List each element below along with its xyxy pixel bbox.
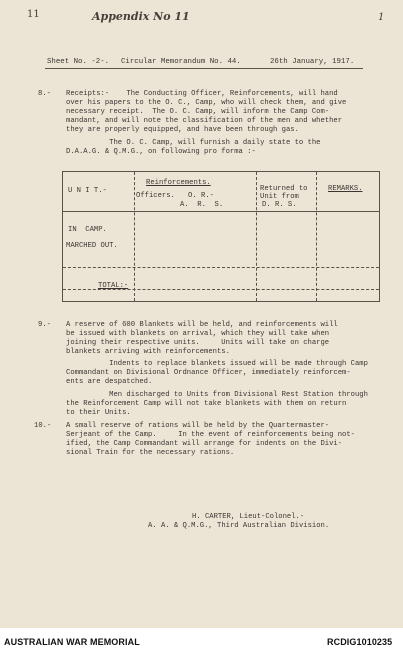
footer-id: RCDIG1010235: [327, 637, 393, 647]
p10-line: sional Train for the necessary rations.: [66, 449, 235, 457]
p9-line: blankets arriving with reinforcements.: [66, 348, 230, 356]
col-returned: Returned to: [260, 185, 308, 193]
table-header-divider: [62, 211, 380, 212]
corner-mark: 1: [378, 12, 385, 23]
row-total: TOTAL:-: [98, 282, 129, 290]
col-unit: U N I T.-: [68, 187, 107, 195]
p9-line: be issued with blankets on arrival, which they will take when: [66, 330, 330, 338]
row-marched-out: MARCHED OUT.: [66, 242, 118, 250]
p9c-line: Men discharged to Units from Divisional Rest Station through: [66, 391, 368, 399]
table-row-divider: [63, 267, 379, 268]
p9b-line: Commandant on Divisional Ordnance Officer, immediately reinforcem-: [66, 369, 351, 377]
appendix-label: Appendix No 11: [92, 10, 190, 23]
row-in-camp: IN CAMP.: [68, 226, 107, 234]
table-col-divider: [134, 172, 135, 301]
paragraph-8-number: 8.-: [38, 90, 51, 98]
p8-line: mandant, and will note the classification of the men and whether: [66, 117, 343, 125]
p9c-line: the Reinforcement Camp will not take blankets with them on return: [66, 400, 347, 408]
p9c-line: to their Units.: [66, 409, 131, 417]
table-left-border: [62, 171, 63, 302]
table-col-divider: [316, 172, 317, 301]
table-right-border: [379, 171, 380, 302]
p10-line: Serjeant of the Camp. In the event of reinforcements being not-: [66, 431, 355, 439]
p9b-line: ents are despatched.: [66, 378, 153, 386]
p10-line: ified, the Camp Commandant will arrange for indents on the Divi-: [66, 440, 343, 448]
col-officers: Officers.: [136, 192, 175, 200]
p9b-line: Indents to replace blankets issued will be made through Camp: [66, 360, 368, 368]
header-circular: Circular Memorandum No. 44.: [121, 58, 241, 66]
p8-line: they are properly equipped, and have been through gas.: [66, 126, 299, 134]
p9-line: A reserve of 600 Blankets will be held, and reinforcements will: [66, 321, 338, 329]
signature-name: H. CARTER, Lieut-Colonel.-: [192, 513, 305, 521]
footer-source: AUSTRALIAN WAR MEMORIAL: [4, 637, 140, 647]
p9-line: joining their respective units. Units will take on charge: [66, 339, 330, 347]
header-date: 26th January, 1917.: [270, 58, 355, 66]
table-top-border: [62, 171, 380, 172]
page-number: 11: [27, 9, 40, 20]
header-sheet: Sheet No. -2-.: [47, 58, 110, 66]
p8b-line: D.A.A.G. & Q.M.G., on following pro forma :-: [66, 148, 256, 156]
table-bottom-border: [62, 301, 380, 302]
archive-footer: [0, 628, 403, 654]
col-drs: D. R. S.: [262, 201, 297, 209]
header-underline: [45, 68, 363, 69]
col-ars: A. R. S.: [180, 201, 224, 209]
p8-line: Receipts:- The Conducting Officer, Reinforcements, will hand: [66, 90, 338, 98]
col-unit-from: Unit from: [260, 193, 299, 201]
signature-title: A. A. & Q.M.G., Third Australian Division.: [148, 522, 330, 530]
col-remarks: REMARKS.: [328, 185, 363, 193]
p8b-line: The O. C. Camp, will furnish a daily state to the: [66, 139, 321, 147]
p8-line: necessary receipt. The O. C. Camp, will inform the Camp Com-: [66, 108, 330, 116]
p8-line: over his papers to the O. C., Camp, who will check them, and give: [66, 99, 347, 107]
col-reinforcements: Reinforcements.: [146, 179, 211, 187]
col-or: O. R.-: [188, 192, 214, 200]
paragraph-10-number: 10.-: [34, 422, 52, 430]
state-table: [62, 171, 380, 303]
p10-line: A small reserve of rations will be held by the Quartermaster-: [66, 422, 330, 430]
paragraph-9-number: 9.-: [38, 321, 51, 329]
table-col-divider: [256, 172, 257, 301]
